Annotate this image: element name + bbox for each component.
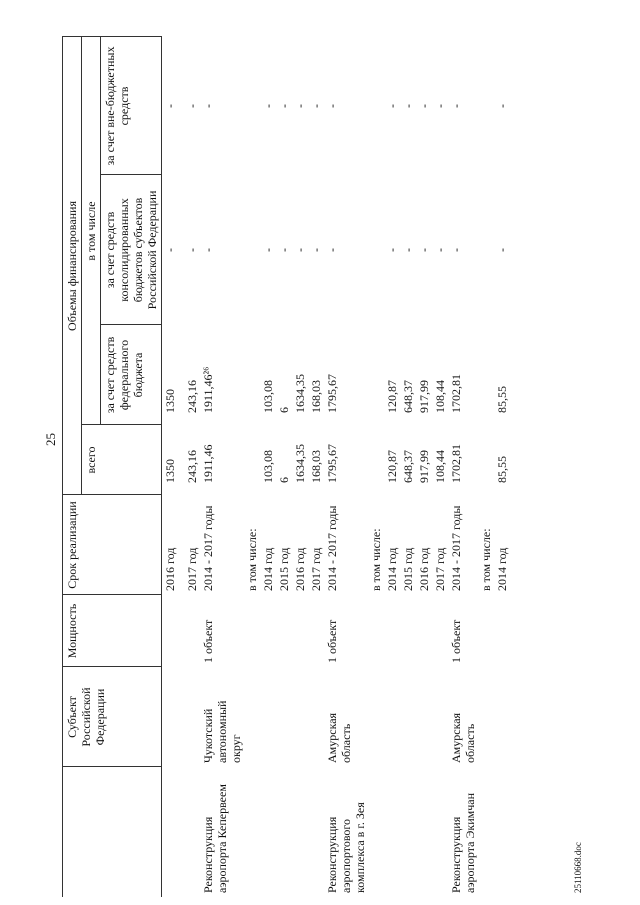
cell-total: 108,44 — [432, 450, 447, 483]
cell-total: 120,87 — [384, 450, 399, 483]
cell-subject — [308, 667, 324, 767]
cell-total: 1911,46 — [200, 444, 215, 483]
header-subject: Субъект Российской Федерации — [63, 667, 162, 767]
cell-federal: 6 — [276, 407, 291, 413]
cell-subject — [368, 667, 384, 767]
cell-capacity — [368, 595, 384, 667]
cell-period: в том числе: — [368, 528, 383, 591]
cell-total: 85,55 — [494, 456, 509, 483]
cell-federal: 1702,81 — [448, 374, 463, 413]
cell-extra: - — [400, 103, 415, 108]
cell-capacity — [244, 595, 260, 667]
cell-object — [276, 767, 292, 897]
cell-federal: 108,44 — [432, 380, 447, 413]
cell-object — [368, 767, 384, 897]
cell-regional: - — [200, 248, 215, 252]
table-row — [432, 37, 448, 897]
cell-regional: - — [416, 248, 431, 252]
header-capacity: Мощность — [63, 595, 162, 667]
header-incl: в том числе — [82, 37, 101, 425]
cell-total: 243,16 — [184, 450, 199, 483]
cell-period: 2015 год — [276, 547, 291, 591]
cell-capacity — [478, 595, 494, 667]
cell-capacity — [260, 595, 276, 667]
cell-period: 2017 год — [184, 547, 199, 591]
cell-object — [184, 767, 200, 897]
cell-total: 168,03 — [308, 450, 323, 483]
cell-regional: - — [324, 248, 339, 252]
cell-federal — [478, 325, 494, 425]
cell-extra — [478, 37, 494, 175]
cell-regional: - — [260, 248, 275, 252]
cell-subject — [244, 667, 260, 767]
cell-total: 1702,81 — [448, 444, 463, 483]
cell-capacity — [384, 595, 400, 667]
cell-period: в том числе: — [244, 528, 259, 591]
cell-capacity: 1 объект — [200, 619, 215, 663]
cell-subject: Чукотский автономный округ — [200, 700, 243, 763]
cell-federal: 917,99 — [416, 380, 431, 413]
cell-period: 2016 год — [163, 547, 177, 591]
table-row — [494, 37, 510, 897]
table-body — [162, 37, 510, 897]
cell-regional — [244, 175, 260, 325]
cell-federal: 85,55 — [494, 386, 509, 413]
cell-regional: - — [432, 248, 447, 252]
cell-object — [308, 767, 324, 897]
cell-period: 2014 год — [260, 547, 275, 591]
table-row — [292, 37, 308, 897]
cell-federal: 168,03 — [308, 380, 323, 413]
cell-subject — [478, 667, 494, 767]
cell-capacity — [292, 595, 308, 667]
cell-period: 2016 год — [292, 547, 307, 591]
cell-subject — [416, 667, 432, 767]
cell-total: 1795,67 — [324, 444, 339, 483]
table-row — [400, 37, 416, 897]
cell-object — [400, 767, 416, 897]
cell-capacity: 1 объект — [448, 619, 463, 663]
cell-federal: 1911,46²⁶ — [200, 366, 215, 413]
cell-capacity — [276, 595, 292, 667]
cell-total: 917,99 — [416, 450, 431, 483]
cell-extra: - — [163, 103, 177, 108]
cell-total: 1350 — [163, 459, 177, 483]
cell-extra: - — [200, 103, 215, 108]
cell-object — [292, 767, 308, 897]
cell-total: 103,08 — [260, 450, 275, 483]
header-funding: Объемы финансирования — [63, 37, 82, 495]
cell-subject — [292, 667, 308, 767]
table-row — [276, 37, 292, 897]
cell-regional: - — [276, 248, 291, 252]
cell-extra: - — [260, 103, 275, 108]
cell-object — [162, 767, 184, 897]
table-row — [308, 37, 324, 897]
cell-regional: - — [384, 248, 399, 252]
cell-federal — [368, 325, 384, 425]
table-row — [448, 37, 478, 897]
cell-period: 2017 год — [432, 547, 447, 591]
cell-regional: - — [308, 248, 323, 252]
header-object — [63, 767, 162, 897]
cell-federal: 1795,67 — [324, 374, 339, 413]
cell-federal: 103,08 — [260, 380, 275, 413]
cell-total: 648,37 — [400, 450, 415, 483]
cell-regional: - — [448, 248, 463, 252]
cell-total: 6 — [276, 477, 291, 483]
page-number: 25 — [43, 433, 58, 446]
cell-total — [368, 425, 384, 495]
cell-extra: - — [432, 103, 447, 108]
cell-federal: 648,37 — [400, 380, 415, 413]
cell-federal: 1634,35 — [292, 374, 307, 413]
cell-period: 2014 год — [384, 547, 399, 591]
header-extra: за счет вне-бюджетных средств — [101, 37, 162, 175]
cell-object — [384, 767, 400, 897]
cell-total — [244, 425, 260, 495]
cell-subject — [184, 667, 200, 767]
cell-subject — [494, 667, 510, 767]
cell-object — [494, 767, 510, 897]
cell-period: 2014 - 2017 годы — [200, 505, 215, 591]
header-federal: за счет средств федерального бюджета — [101, 325, 162, 425]
cell-regional: - — [494, 248, 509, 252]
cell-federal: 243,16 — [184, 380, 199, 413]
cell-extra: - — [308, 103, 323, 108]
cell-period: 2014 - 2017 годы — [324, 505, 339, 591]
cell-extra: - — [324, 103, 339, 108]
cell-extra: - — [276, 103, 291, 108]
table-row — [244, 37, 260, 897]
cell-capacity — [400, 595, 416, 667]
cell-extra — [244, 37, 260, 175]
cell-object — [416, 767, 432, 897]
cell-extra: - — [494, 103, 509, 108]
cell-capacity — [184, 595, 200, 667]
cell-period: 2016 год — [416, 547, 431, 591]
cell-period: 2017 год — [308, 547, 323, 591]
header-regional: за счет средств консолидированных бюджетов субъектов Российской Федерации — [101, 175, 162, 325]
cell-capacity — [308, 595, 324, 667]
cell-period: в том числе: — [478, 528, 493, 591]
cell-object — [244, 767, 260, 897]
footer-code: 25110668.doc — [573, 842, 583, 893]
table-row — [478, 37, 494, 897]
table-row — [260, 37, 276, 897]
cell-subject — [432, 667, 448, 767]
cell-extra — [368, 37, 384, 175]
cell-capacity — [416, 595, 432, 667]
table-row — [368, 37, 384, 897]
cell-period: 2014 - 2017 годы — [448, 505, 463, 591]
cell-extra: - — [184, 103, 199, 108]
cell-federal: 120,87 — [384, 380, 399, 413]
cell-period: 2014 год — [494, 547, 509, 591]
cell-object — [432, 767, 448, 897]
cell-period: 2015 год — [400, 547, 415, 591]
cell-extra: - — [448, 103, 463, 108]
cell-regional: - — [163, 248, 177, 252]
cell-regional — [478, 175, 494, 325]
header-total: всего — [82, 425, 162, 495]
cell-subject — [162, 667, 184, 767]
table-row — [384, 37, 400, 897]
cell-capacity — [162, 595, 184, 667]
cell-subject — [260, 667, 276, 767]
cell-object — [478, 767, 494, 897]
cell-regional: - — [184, 248, 199, 252]
cell-object — [260, 767, 276, 897]
cell-subject — [384, 667, 400, 767]
cell-federal — [244, 325, 260, 425]
cell-regional: - — [292, 248, 307, 252]
table-row — [324, 37, 368, 897]
funding-table — [62, 36, 510, 897]
rotated-table-container — [62, 37, 637, 897]
cell-total — [478, 425, 494, 495]
cell-object: Реконструкция аэропортового комплекса в г. Зея — [324, 802, 367, 893]
cell-subject: Амурская область — [448, 712, 477, 763]
cell-regional: - — [400, 248, 415, 252]
cell-capacity — [494, 595, 510, 667]
cell-extra: - — [384, 103, 399, 108]
table-row — [200, 37, 244, 897]
table-row — [162, 37, 184, 897]
cell-extra: - — [292, 103, 307, 108]
cell-capacity: 1 объект — [324, 619, 339, 663]
cell-subject: Амурская область — [324, 712, 353, 763]
cell-object: Реконструкция аэропорта Экимчан — [448, 792, 477, 893]
table-row — [184, 37, 200, 897]
cell-extra: - — [416, 103, 431, 108]
table-row — [416, 37, 432, 897]
cell-regional — [368, 175, 384, 325]
cell-federal: 1350 — [163, 389, 177, 413]
cell-capacity — [432, 595, 448, 667]
cell-object: Реконструкция аэропорта Кепервеем — [200, 784, 229, 893]
cell-total: 1634,35 — [292, 444, 307, 483]
cell-subject — [400, 667, 416, 767]
header-period: Срок реализации — [63, 495, 162, 595]
cell-subject — [276, 667, 292, 767]
